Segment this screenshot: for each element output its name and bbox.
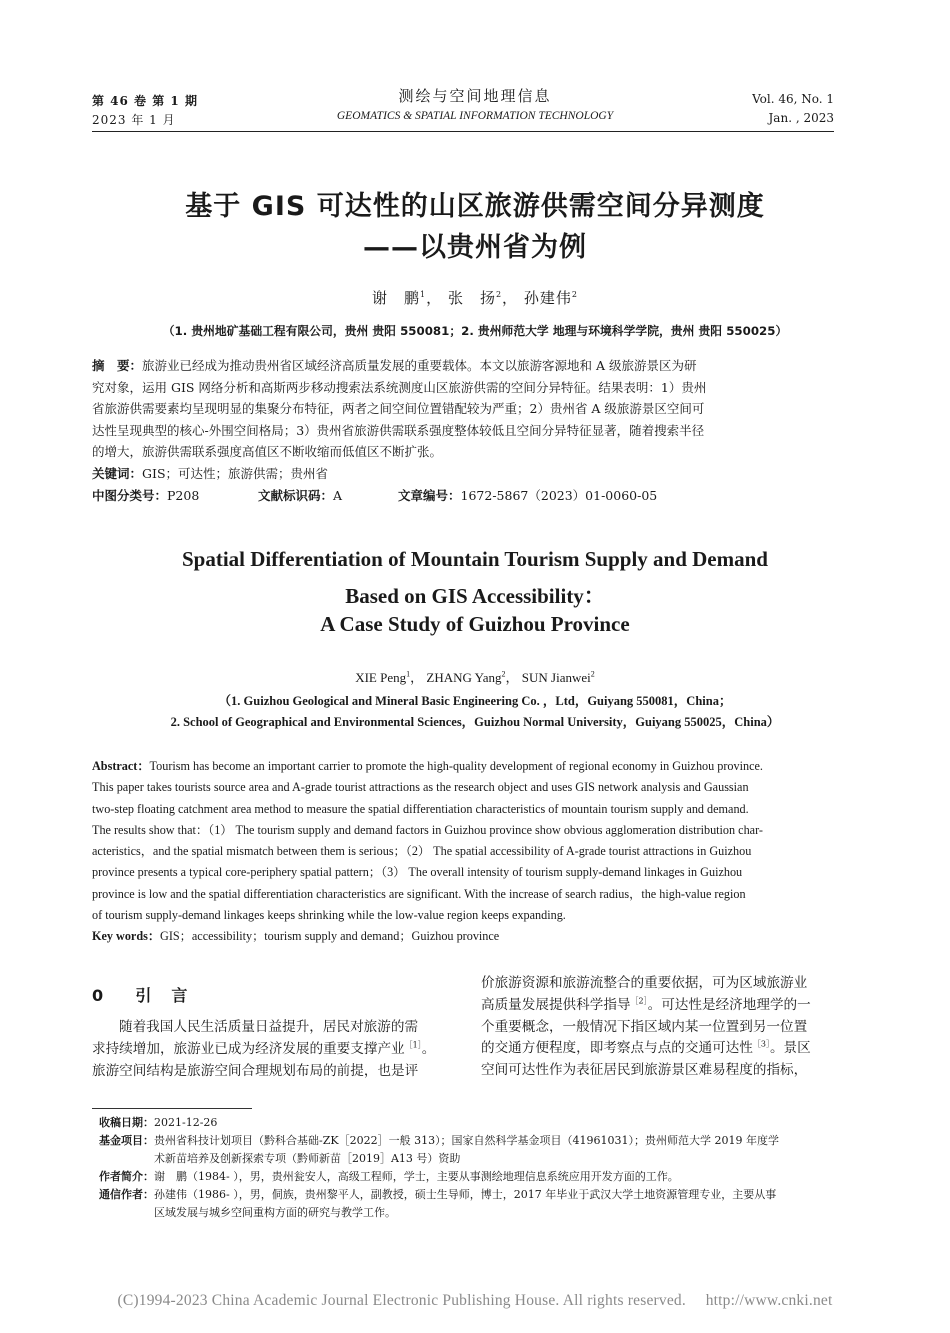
author-cn-2: 张 扬 xyxy=(447,289,496,307)
header-date-en: Jan. , 2023 xyxy=(768,111,834,125)
classification-row xyxy=(92,485,837,507)
author-sep: ， xyxy=(502,289,519,307)
title-en-line1: Spatial Differentiation of Mountain Tourism Supply and Demand xyxy=(182,547,768,571)
author-sep: ， xyxy=(505,670,519,685)
authors-cn xyxy=(0,287,950,308)
author-sep: ， xyxy=(410,670,424,685)
author-sep: ， xyxy=(426,289,443,307)
abstract-cn-line: 究对象，运用 GIS 网络分析和高斯两步移动搜索法系统测度山区旅游供需的空间分异特征。结果表明：1）贵州 xyxy=(92,379,707,395)
abstract-cn-label: 摘 要： xyxy=(92,358,143,373)
title-en-line3: A Case Study of Guizhou Province xyxy=(320,612,630,636)
body-right-text: 的交通方便程度，即考察点与点的交通可达性 xyxy=(481,1040,753,1057)
body-right-line xyxy=(481,1038,837,1060)
body-left-punct: 。 xyxy=(421,1040,436,1057)
body-right-line: 价旅游资源和旅游流整合的重要依据，可为区域旅游业 xyxy=(481,975,808,991)
body-left-text: 求持续增加，旅游业已成为经济发展的重要支撑产业 xyxy=(92,1040,405,1057)
body-right-line: 个重要概念，一般情况下指区域内某一位置到另一位置 xyxy=(481,1018,808,1035)
body-right-line: 空间可达性作为表征居民到旅游景区难易程度的指标， xyxy=(481,1062,808,1079)
body-right-line xyxy=(481,995,837,1017)
keywords-cn-label: 关键词： xyxy=(92,465,143,481)
abstract-en-line: The results show that：（1） The tourism supply and demand factors in Guizhou province show obvious agglomeration distribution char- xyxy=(92,822,763,837)
footnote-rule xyxy=(92,1108,252,1109)
abstract-en xyxy=(92,756,836,948)
header-rule xyxy=(92,131,834,132)
corr-line1: 孙建伟（1986- ），男，侗族，贵州黎平人，副教授，硕士生导师，博士，2017 年毕业于武汉大学土地资源管理专业，主要从事 xyxy=(154,1188,777,1201)
body-right-text: 高质量发展提供科学指导 xyxy=(481,996,631,1013)
author-bio-label: 作者简介： xyxy=(99,1170,154,1183)
author-bio-value: 谢 鹏（1984- ），男，贵州瓮安人，高级工程师，学士，主要从事测绘地理信息系统应用开发方面的工作。 xyxy=(154,1170,679,1183)
affiliations-en-line1: （1. Guizhou Geological and Mineral Basic Engineering Co. ，Ltd，Guiyang 550081，China； xyxy=(218,694,732,708)
doc-code-value: A xyxy=(333,487,343,503)
fund-line2: 术新苗培养及创新探索专项（黔师新苗［2019］A13 号）资助 xyxy=(154,1152,461,1165)
author-en-3: SUN Jianwei xyxy=(521,670,591,685)
body-right-column xyxy=(481,973,837,1082)
corr-line2: 区域发展与城乡空间重构方面的研究与教学工作。 xyxy=(154,1206,396,1219)
article-no-value: 1672-5867（2023）01-0060-05 xyxy=(460,487,658,503)
section-number: 0 xyxy=(92,986,106,1005)
author-cn-3: 孙建伟 xyxy=(523,289,572,307)
header-journal-en: GEOMATICS & SPATIAL INFORMATION TECHNOLOGY xyxy=(336,110,614,122)
fund-line1: 贵州省科技计划项目（黔科合基础-ZK［2022］一般 313）；国家自然科学基金项目（41961031）；贵州师范大学 2019 年度学 xyxy=(154,1134,780,1147)
abstract-en-line: Tourism has become an important carrier to promote the high-quality development of regional economy in Guizhou province. xyxy=(149,759,763,773)
received-label: 收稿日期： xyxy=(99,1116,154,1129)
received-value: 2021-12-26 xyxy=(154,1116,218,1129)
keywords-cn: GIS；可达性；旅游供需；贵州省 xyxy=(142,465,329,481)
abstract-en-line: province presents a typical core-periphery spatial pattern；（3） The overall intensity of tourism supply-demand linkages in Guizhou xyxy=(92,865,743,880)
author-cn-3-sup: 2 xyxy=(571,290,578,299)
author-cn-1: 谢 鹏 xyxy=(372,289,421,307)
author-cn-2-sup: 2 xyxy=(495,290,503,299)
abstract-cn-line: 旅游业已经成为推动贵州省区域经济高质量发展的重要载体。本文以旅游客源地和 A 级旅游景区为研 xyxy=(142,358,697,373)
author-cn-1-sup: 1 xyxy=(420,290,427,299)
abstract-en-line: of tourism supply-demand linkages keeps shrinking while the low-value region keeps expanding. xyxy=(92,908,566,923)
keywords-en: GIS；accessibility；tourism supply and demand；Guizhou province xyxy=(160,929,500,944)
body-left-line: 随着我国人民生活质量日益提升，居民对旅游的需 xyxy=(119,1019,419,1035)
header-volume-cn: 第 46 卷 第 1 期 xyxy=(92,94,198,108)
footnotes xyxy=(92,1114,837,1222)
body-right-text: 。可达性是经济地理学的一 xyxy=(647,996,811,1013)
abstract-cn-line: 省旅游供需要素均呈现明显的集聚分布特征，两者之间空间位置错配较为严重；2）贵州省 A 级旅游景区空间可 xyxy=(92,401,705,417)
copyright-watermark: (C)1994-2023 China Academic Journal Electronic Publishing House. All rights reserved. http://www.cnki.net xyxy=(117,1292,833,1309)
citation-3[interactable]: ［3］ xyxy=(752,1039,770,1049)
body-left-line xyxy=(92,1039,447,1061)
abstract-cn xyxy=(92,355,837,506)
abstract-en-line: province is low and the spatial differentiation characteristics are significant. With the increase of search radius，the high-value region xyxy=(92,886,746,901)
affiliations-cn: （1. 贵州地矿基础工程有限公司，贵州 贵阳 550081；2. 贵州师范大学 地理与环境科学学院，贵州 贵阳 550025） xyxy=(162,324,788,338)
doc-code-label: 文献标识码： xyxy=(258,487,334,503)
section-title: 引 言 xyxy=(135,986,190,1005)
abstract-en-line: two-step floating catchment area method to measure the spatial differentiation characteristics of mountain tourism supply and demand. xyxy=(92,801,749,816)
body-right-text: 。景区 xyxy=(769,1040,811,1057)
body-left-column xyxy=(92,1017,447,1082)
abstract-en-line: This paper takes tourists source area and A-grade tourist attractions as the research object and uses GIS network analysis and Gaussian xyxy=(92,780,749,795)
clc-label: 中图分类号： xyxy=(92,487,168,503)
abstract-cn-line: 达性呈现典型的核心-外围空间格局；3）贵州省旅游供需联系强度整体较低且空间分异特征显著，随着搜索半径 xyxy=(92,422,705,438)
abstract-en-label: Abstract： xyxy=(92,759,150,773)
section-heading xyxy=(92,983,189,1006)
author-en-2-sup: 2 xyxy=(501,669,506,679)
article-no-label: 文章编号： xyxy=(398,487,461,503)
title-en-line2: Based on GIS Accessibility： xyxy=(345,584,605,608)
citation-1[interactable]: ［1］ xyxy=(404,1040,422,1050)
fund-label: 基金项目： xyxy=(99,1134,154,1147)
authors-en xyxy=(0,667,950,686)
header-volume-en: Vol. 46, No. 1 xyxy=(752,92,834,106)
title-cn-line1: 基于 GIS 可达性的山区旅游供需空间分异测度 xyxy=(185,191,765,222)
corr-author-label: 通信作者： xyxy=(99,1188,154,1201)
author-en-1: XIE Peng xyxy=(355,670,407,685)
abstract-cn-line: 的增大，旅游供需联系强度高值区不断收缩而低值区不断扩张。 xyxy=(92,444,443,460)
keywords-en-label: Key words： xyxy=(92,929,161,944)
author-en-3-sup: 2 xyxy=(590,669,595,679)
header-journal-cn: 测绘与空间地理信息 xyxy=(398,87,552,105)
citation-2[interactable]: ［2］ xyxy=(630,996,648,1006)
header-date-cn: 2023 年 1 月 xyxy=(92,113,176,127)
author-en-2: ZHANG Yang xyxy=(426,670,502,685)
author-en-1-sup: 1 xyxy=(406,669,411,679)
body-left-line: 旅游空间结构是旅游空间合理规划布局的前提，也是评 xyxy=(92,1062,419,1079)
affiliations-en-line2: 2. School of Geographical and Environmental Sciences，Guizhou Normal University，Guiyang 550025，China） xyxy=(170,715,780,729)
abstract-en-line: acteristics，and the spatial mismatch between them is serious；（2） The spatial accessibility of A-grade tourist attractions in Guizhou xyxy=(92,844,752,859)
clc-value: P208 xyxy=(167,487,200,503)
title-cn-line2: ——以贵州省为例 xyxy=(363,232,587,263)
